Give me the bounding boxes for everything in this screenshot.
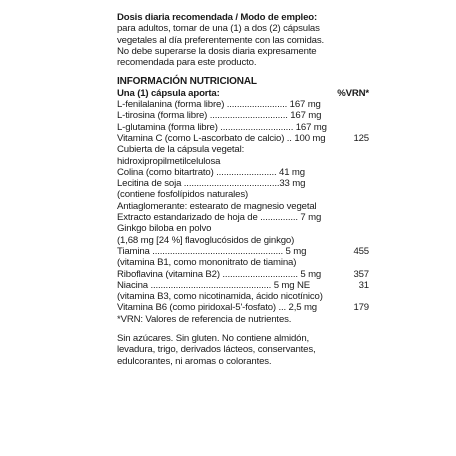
nutrient-text: Lecitina de soja ......................................33 mg [117,178,306,190]
nutrient-text: L-glutamina (forma libre) ............................. 167 mg [117,121,327,133]
nutrient-text: *VRN: Valores de referencia de nutrientes. [117,313,292,325]
header-label: Una (1) cápsula aporta: [117,87,220,99]
nutrition-row [117,269,367,280]
nutrition-row [117,246,367,257]
footer [117,333,367,367]
nutrient-text: Antiaglomerante: estearato de magnesio vegetal [117,200,317,212]
nutrition-row [117,156,367,167]
nutrition-row [117,144,367,155]
dose-line: para adultos, tomar de una (1) a dos (2) cápsulas [117,23,320,35]
nutrient-vrn: 179 [353,302,369,314]
header-vrn: %VRN* [337,87,369,99]
nutrient-text: L-fenilalanina (forma libre) ........................ 167 mg [117,99,321,111]
nutrient-vrn: 125 [353,132,369,144]
nutrient-vrn: 455 [353,245,369,257]
nutrient-vrn: 357 [353,268,369,280]
nutrient-text: Ginkgo biloba en polvo [117,223,212,235]
nutrition-row [117,201,367,212]
nutrition-title: INFORMACIÓN NUTRICIONAL [117,76,257,88]
nutrient-text: (1,68 mg [24 %] flavoglucósidos de ginkgo) [117,234,295,246]
nutrition-row [117,280,367,291]
nutrition-row [117,110,367,121]
supplement-label [117,12,367,367]
footer-line: edulcorantes, ni aromas o colorantes. [117,355,272,367]
dose-title: Dosis diaria recomendada / Modo de empleo: [117,12,318,23]
nutrient-text: L-tirosina (forma libre) ............................... 167 mg [117,110,322,122]
nutrient-text: (vitamina B3, como nicotinamida, ácido nicotínico) [117,291,323,303]
nutrient-text: (vitamina B1, como mononitrato de tiamina) [117,257,297,269]
nutrition-rows [117,99,367,325]
nutrition-row [117,223,367,234]
nutrition-row [117,133,367,144]
nutrient-text: (contiene fosfolípidos naturales) [117,189,249,201]
nutrition-row [117,122,367,133]
dose-line: No debe superarse la dosis diaria expresamente [117,45,317,57]
nutrient-text: Niacina ................................................ 5 mg NE [117,279,310,291]
nutrient-text: Colina (como bitartrato) ........................ 41 mg [117,166,305,178]
nutrition-row [117,314,367,325]
footer-line: levadura, trigo, derivados lácteos, conservantes, [117,344,316,356]
dose-line: vegetales al día preferentemente con las comidas. [117,34,325,46]
nutrient-text: Riboflavina (vitamina B2) .............................. 5 mg [117,268,322,280]
nutrition-row [117,167,367,178]
nutrition-row [117,291,367,302]
footer-line: Sin azúcares. Sin gluten. No contiene almidón, [117,333,310,345]
nutrient-text: Vitamina B6 (como piridoxal-5'-fosfato) ... 2,5 mg [117,302,317,314]
nutrition-row [117,178,367,189]
nutrient-text: Cubierta de la cápsula vegetal: [117,144,245,156]
nutrition-row [117,257,367,268]
nutrient-text: Extracto estandarizado de hoja de ............... 7 mg [117,212,322,224]
nutrient-text: Vitamina C (como L-ascorbato de calcio) .. 100 mg [117,132,326,144]
nutrition-row [117,189,367,200]
nutrition-header [117,88,367,99]
nutrition-row [117,235,367,246]
nutrition-row [117,212,367,223]
nutrient-text: hidroxipropilmetilcelulosa [117,155,221,167]
nutrient-vrn: 31 [358,279,369,291]
dose-line: recomendada para este producto. [117,57,257,69]
nutrition-row [117,99,367,110]
nutrition-row [117,302,367,313]
nutrient-text: Tiamina .................................................... 5 mg [117,245,307,257]
